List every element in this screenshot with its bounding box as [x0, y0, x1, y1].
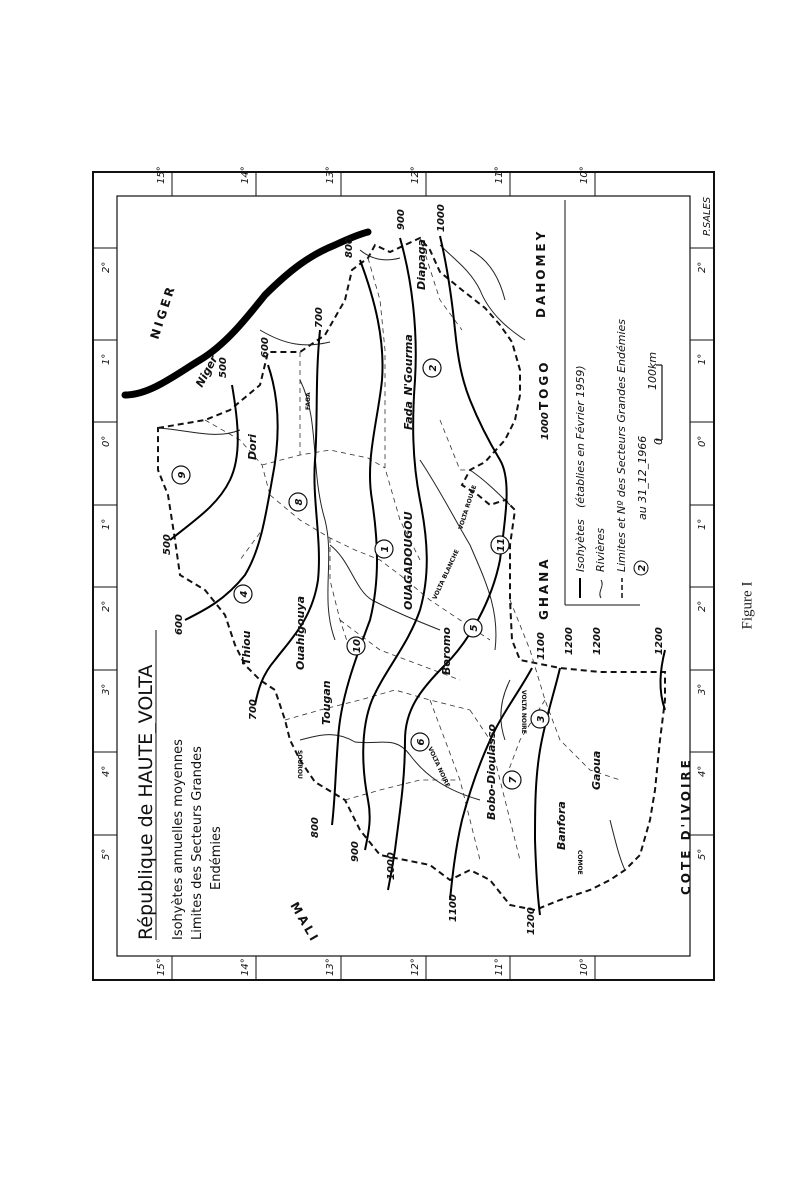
place-label-ouahigouya: Ouahigouya — [294, 595, 307, 670]
river-label-volta-noire-1: VOLTA NOIRE — [426, 745, 452, 789]
iso-label-700-a: 700 — [314, 307, 325, 328]
lon-label-1w-right: 1° — [697, 518, 708, 530]
lon-label-2e-right: 2° — [697, 261, 708, 273]
lat-label-14-bottom: 14° — [240, 958, 251, 976]
lon-label-2e: 2° — [101, 261, 112, 273]
legend-scale-zero: 0 — [652, 438, 665, 445]
author-credit: P.SALES — [702, 196, 713, 236]
lon-label-5w: 5° — [101, 848, 112, 860]
isohyet-500 — [170, 385, 238, 540]
place-label-bobo-dioulasso: Bobo-Dioulasso — [485, 723, 498, 820]
iso-label-1200-c: 1200 — [654, 627, 665, 655]
lon-label-3w: 3° — [101, 683, 112, 695]
lat-label-13: 13° — [325, 166, 336, 184]
map-title: République de HAUTE_VOLTA — [135, 664, 157, 940]
lat-label-10-bottom: 10° — [579, 958, 590, 976]
legend-scale-km: 100km — [646, 351, 659, 390]
legend-isohyetes-label: Isohyètes — [574, 519, 587, 572]
lat-label-15-bottom: 15° — [156, 958, 167, 976]
river-label-volta-noire-2: VOLTA NOIRE — [520, 690, 527, 734]
lon-label-0-right: 0° — [697, 435, 708, 447]
place-label-tougan: Tougan — [320, 680, 333, 725]
sector-6-label: 6 — [416, 738, 427, 746]
iso-label-1100-b: 1100 — [448, 894, 459, 922]
legend-river-swatch — [600, 580, 602, 598]
sector-numbers — [177, 364, 547, 783]
isohyets — [170, 236, 665, 915]
place-label-gaoua: Gaoua — [590, 750, 603, 790]
legend-isohyetes-note: (établies en Février 1959) — [574, 365, 587, 508]
legend-rivieres-label: Rivières — [594, 527, 607, 572]
river-label-niger: Niger — [193, 353, 221, 390]
sector-1-label: 1 — [380, 545, 391, 553]
country-label-cote-ivoire: COTE D'IVOIRE — [679, 757, 693, 895]
legend — [565, 200, 665, 605]
figure-caption: Figure I — [739, 581, 756, 629]
sector-2-label: 2 — [428, 364, 439, 372]
iso-label-700-b: 700 — [248, 699, 259, 720]
iso-label-900-a: 900 — [396, 209, 407, 230]
country-label-ghana: GHANA — [537, 556, 551, 620]
subtitle-line-1: Isohyètes annuelles moyennes — [171, 739, 186, 940]
iso-label-1200-d: 1200 — [526, 907, 537, 935]
lon-label-4w: 4° — [101, 765, 112, 777]
country-label-mali: MALI — [287, 899, 323, 946]
river-label-faga: FAGA — [305, 392, 312, 410]
iso-label-900-b: 900 — [350, 841, 361, 862]
figure-caption-box — [738, 560, 758, 650]
iso-label-1100-a: 1100 — [536, 632, 547, 660]
place-label-diapaga: Diapaga — [415, 239, 428, 290]
sector-4-label: 4 — [239, 590, 250, 598]
latitude-labels-top — [156, 166, 590, 184]
lat-label-12-bottom: 12° — [410, 958, 421, 976]
lon-label-1e-right: 1° — [697, 353, 708, 365]
latitude-labels-bottom — [156, 958, 590, 976]
iso-label-1200-b: 1200 — [592, 627, 603, 655]
subtitle-line-3: Endémies — [209, 826, 224, 890]
river-label-volta-rouge: VOLTA ROUGE — [457, 484, 479, 531]
place-label-banfora: Banfora — [555, 801, 568, 850]
lat-label-12: 12° — [410, 166, 421, 184]
iso-label-800-a: 800 — [344, 237, 355, 258]
lon-label-1e: 1° — [101, 353, 112, 365]
isohyet-1200-east — [535, 668, 560, 915]
title-block — [135, 630, 224, 940]
lon-label-1w: 1° — [101, 518, 112, 530]
lon-label-5w-right: 5° — [697, 848, 708, 860]
sector-11-label: 11 — [496, 538, 507, 552]
country-label-dahomey: DAHOMEY — [534, 228, 548, 318]
place-label-fada: Fada_N'Gourma — [402, 334, 415, 430]
legend-limites-label: Limites et Nº des Secteurs Grandes Endémies — [615, 318, 628, 572]
lon-label-4w-right: 4° — [697, 765, 708, 777]
longitude-labels-left — [101, 262, 112, 860]
river-label-volta-blanche: VOLTA BLANCHE — [431, 548, 461, 601]
lat-label-14: 14° — [240, 166, 251, 184]
river-label-sourou: SOUROU — [296, 750, 303, 779]
isohyet-600 — [185, 365, 278, 620]
iso-label-1000-b: 1000 — [540, 412, 551, 440]
place-label-dori: Dori — [246, 434, 259, 460]
longitude-labels-right — [697, 262, 708, 860]
sector-8-label: 8 — [294, 498, 305, 506]
legend-limites-date: au 31_12_1966 — [636, 435, 649, 520]
isohyet-900 — [363, 238, 427, 850]
sector-7-label: 7 — [508, 776, 519, 784]
place-label-ouagadougou: OUAGADOUGOU — [402, 511, 415, 610]
river-label-comoe: COMOE — [576, 850, 583, 875]
sector-10-label: 10 — [352, 639, 363, 653]
lon-label-3w-right: 3° — [697, 683, 708, 695]
sector-3-label: 3 — [536, 715, 547, 723]
lat-label-11: 11° — [494, 166, 505, 184]
iso-label-1200-a: 1200 — [564, 627, 575, 655]
place-label-boromo: Boromo — [440, 627, 453, 675]
lon-label-2w-right: 2° — [697, 600, 708, 612]
iso-label-600-a: 600 — [260, 337, 271, 358]
iso-label-500-a: 500 — [218, 357, 229, 378]
lon-label-0: 0° — [101, 435, 112, 447]
lat-label-11-bottom: 11° — [494, 958, 505, 976]
country-label-togo: TOGO — [537, 359, 551, 410]
river-labels — [193, 353, 583, 875]
iso-label-1000-c: 1000 — [386, 852, 397, 880]
iso-label-500-b: 500 — [162, 534, 173, 555]
subtitle-line-2: Limites des Secteurs Grandes — [190, 746, 205, 940]
lat-label-10: 10° — [579, 166, 590, 184]
legend-sample-number: 2 — [637, 564, 648, 572]
place-label-thiou: Thiou — [240, 630, 253, 665]
iso-label-600-b: 600 — [174, 614, 185, 635]
lat-label-13-bottom: 13° — [325, 958, 336, 976]
lon-label-2w: 2° — [101, 600, 112, 612]
country-label-niger: NIGER — [147, 282, 179, 341]
iso-label-800-b: 800 — [310, 817, 321, 838]
lat-label-15: 15° — [156, 166, 167, 184]
sector-5-label: 5 — [469, 624, 480, 632]
iso-label-1000-a: 1000 — [436, 204, 447, 232]
place-labels — [240, 239, 603, 850]
sector-9-label: 9 — [177, 471, 188, 479]
